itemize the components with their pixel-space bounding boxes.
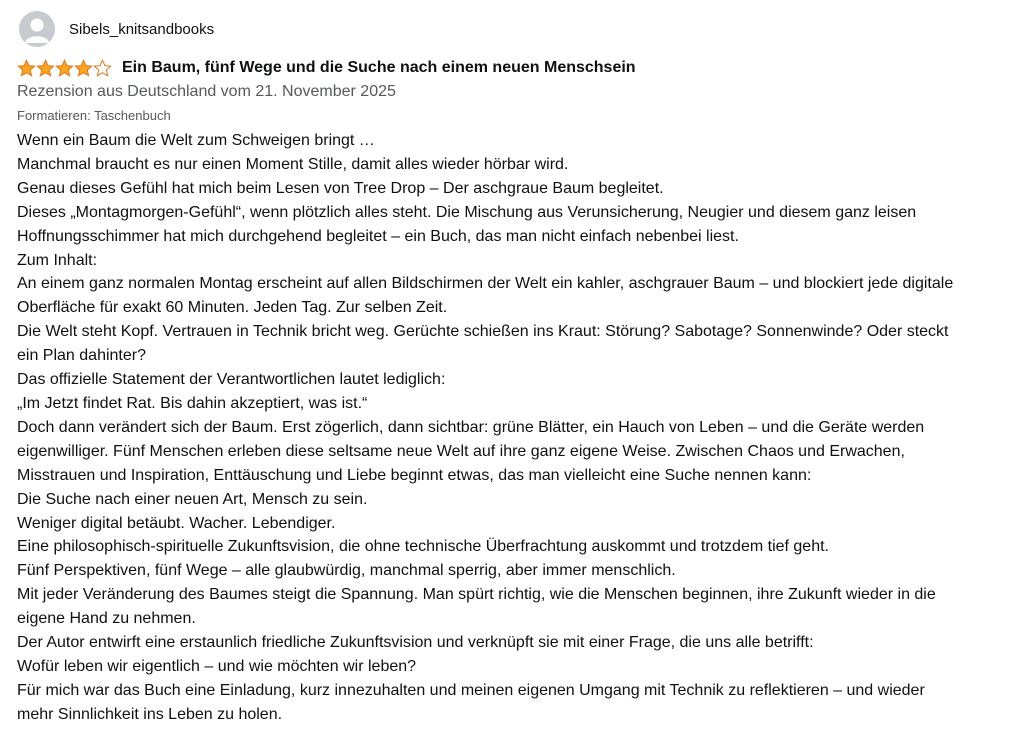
author-name[interactable]: Sibels_knitsandbooks (69, 20, 215, 38)
review-text-line: eigenwilliger. Fünf Menschen erleben diese seltsame neue Welt auf ihre ganz eigene Weise. Zwischen Chaos und Erwachen, (17, 442, 905, 460)
review-text-line: Die Welt steht Kopf. Vertrauen in Technik bricht weg. Gerüchte schießen ins Kraut: Störung? Sabotage? Sonnenwinde? Oder steckt (17, 323, 949, 341)
review-text-line: ein Plan dahinter? (17, 347, 146, 365)
review-text-line: Das offizielle Statement der Verantwortlichen lautet lediglich: (17, 371, 446, 389)
star-filled-icon (36, 59, 55, 77)
review-body (17, 129, 1027, 727)
review-text-line: Mit jeder Veränderung des Baumes steigt die Spannung. Man spürt richtig, wie die Menschen beginnen, ihre Zukunft wieder in die (17, 586, 936, 604)
review-text-line: Doch dann verändert sich der Baum. Erst zögerlich, dann sichtbar: grüne Blätter, ein Hauch von Leben – und die Geräte werden (17, 418, 925, 436)
review-text-line: Misstrauen und Inspiration, Enttäuschung und Liebe beginnt etwas, das man vielleicht eine Suche nennen kann: (17, 466, 812, 484)
user-silhouette-icon (19, 11, 55, 47)
review-author[interactable] (17, 10, 1027, 48)
review-text-line: Für mich war das Buch eine Einladung, kurz innezuhalten und meinen eigenen Umgang mit Technik zu reflektieren – und wieder (17, 681, 925, 699)
review-text-line: Weniger digital betäubt. Wacher. Lebendiger. (17, 514, 336, 532)
review-title[interactable]: Ein Baum, fünf Wege und die Suche nach einem neuen Menschsein (122, 59, 636, 76)
review-text-line: Wenn ein Baum die Welt zum Schweigen bringt … (17, 132, 375, 149)
review-text-line: Eine philosophisch-spirituelle Zukunftsvision, die ohne technische Überfrachtung auskommt und trotzdem tief geht. (17, 538, 829, 556)
star-rating[interactable] (17, 59, 112, 77)
review-text-line: Genau dieses Gefühl hat mich beim Lesen von Tree Drop – Der aschgraue Baum begleitet. (17, 179, 664, 197)
review-text-line: „Im Jetzt findet Rat. Bis dahin akzeptiert, was ist.“ (17, 394, 368, 412)
review-text-line: Fünf Perspektiven, fünf Wege – alle glaubwürdig, manchmal sperrig, aber immer menschlich. (17, 562, 676, 580)
review-text-line: Die Suche nach einer neuen Art, Mensch zu sein. (17, 490, 368, 508)
review-text-line: mehr Sinnlichkeit ins Leben zu holen. (17, 705, 283, 723)
review-title-row (17, 57, 1027, 79)
review-text-line: Zum Inhalt: (17, 251, 98, 269)
review-text-line: Manchmal braucht es nur einen Moment Stille, damit alles wieder hörbar wird. (17, 155, 569, 173)
review-format: Formatieren: Taschenbuch (17, 108, 171, 123)
review-text-line: Hoffnungsschimmer hat mich durchgehend begleitet – ein Buch, das man nicht einfach nebenbei liest. (17, 227, 739, 245)
star-filled-icon (74, 59, 93, 77)
review-text-line: eigene Hand zu nehmen. (17, 610, 196, 628)
star-filled-icon (55, 59, 74, 77)
review-text-line: Oberfläche für exakt 60 Minuten. Jeden Tag. Zur selben Zeit. (17, 299, 448, 317)
review-text-line: Dieses „Montagmorgen-Gefühl“, wenn plötzlich alles steht. Die Mischung aus Verunsicherung, Neugier und diesem ganz leisen (17, 203, 917, 221)
star-filled-icon (17, 59, 36, 77)
review-date: Rezension aus Deutschland vom 21. November 2025 (17, 83, 396, 100)
review-text-line: Der Autor entwirft eine erstaunlich friedliche Zukunftsvision und verknüpft sie mit einer Frage, die uns alle betrifft: (17, 634, 814, 652)
review-text-line: An einem ganz normalen Montag erscheint auf allen Bildschirmen der Welt ein kahler, aschgrauer Baum – und blockiert jede digitale (17, 275, 954, 293)
review-text-line: Wofür leben wir eigentlich – und wie möchten wir leben? (17, 657, 417, 675)
star-empty-icon (93, 59, 112, 77)
